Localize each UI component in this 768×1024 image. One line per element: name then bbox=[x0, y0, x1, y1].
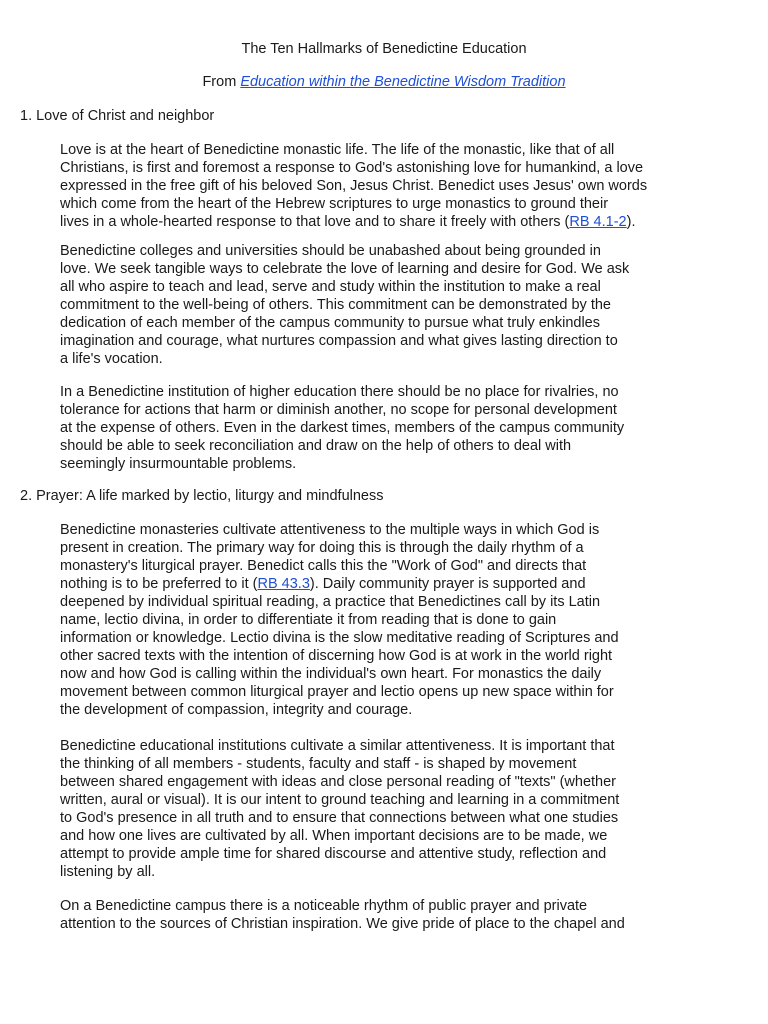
text-line: other sacred texts with the intention of discerning how God is at work in the world right bbox=[60, 648, 613, 664]
text-line: attempt to provide ample time for shared discourse and attentive study, reflection and bbox=[60, 846, 607, 862]
paragraph-1-2 bbox=[60, 242, 712, 368]
text-line: deepened by individual spiritual reading, a practice that Benedictines call by its Latin bbox=[60, 594, 601, 610]
rule-reference-link[interactable]: RB 4.1-2 bbox=[569, 214, 627, 230]
text-line: love. We seek tangible ways to celebrate the love of learning and desire for God. We ask bbox=[60, 261, 630, 277]
text-line: a life's vocation. bbox=[60, 351, 163, 367]
text-line: all who aspire to teach and lead, serve and study within the institution to make a real bbox=[60, 279, 601, 295]
text-line: attention to the sources of Christian inspiration. We give pride of place to the chapel and bbox=[60, 916, 625, 932]
section-heading-2: 2. Prayer: A life marked by lectio, liturgy and mindfulness bbox=[20, 488, 384, 504]
text-line: listening by all. bbox=[60, 864, 156, 880]
text-line bbox=[60, 575, 712, 593]
paragraph-2-3 bbox=[60, 897, 712, 933]
text-line: and how one lives are cultivated by all. When important decisions are to be made, we bbox=[60, 828, 608, 844]
text-line: the development of compassion, integrity and courage. bbox=[60, 702, 413, 718]
text-line: information or knowledge. Lectio divina is the slow meditative reading of Scriptures and bbox=[60, 630, 619, 646]
text-line: imagination and courage, what nurtures compassion and what gives lasting direction to bbox=[60, 333, 618, 349]
text-span: lives in a whole-hearted response to that love and to share it freely with others ( bbox=[60, 214, 570, 230]
text-line: now and how God is calling within the individual's own heart. For monastics the daily bbox=[60, 666, 602, 682]
text-span: ). Daily community prayer is supported and bbox=[309, 576, 586, 592]
text-line: Love is at the heart of Benedictine monastic life. The life of the monastic, like that of all bbox=[60, 142, 615, 158]
text-line: Benedictine monasteries cultivate attentiveness to the multiple ways in which God is bbox=[60, 522, 600, 538]
text-line: monastery's liturgical prayer. Benedict calls this the "Work of God" and directs that bbox=[60, 558, 587, 574]
section-heading-1: 1. Love of Christ and neighbor bbox=[20, 108, 215, 124]
text-span: ). bbox=[626, 214, 636, 230]
text-line: between shared engagement with ideas and close personal reading of "texts" (whether bbox=[60, 774, 616, 790]
text-line: the thinking of all members - students, faculty and staff - is shaped by movement bbox=[60, 756, 577, 772]
text-line: movement between common liturgical prayer and lectio opens up new space within for bbox=[60, 684, 614, 700]
text-line: which come from the heart of the Hebrew scriptures to urge monastics to ground their bbox=[60, 196, 609, 212]
text-line: Christians, is first and foremost a response to God's astonishing love for humankind, a love bbox=[60, 160, 644, 176]
text-span: nothing is to be preferred to it ( bbox=[60, 576, 258, 592]
document-title: The Ten Hallmarks of Benedictine Education bbox=[241, 41, 527, 57]
text-line: at the expense of others. Even in the darkest times, members of the campus community bbox=[60, 420, 625, 436]
text-line: written, aural or visual). It is our intent to ground teaching and learning in a commitment bbox=[60, 792, 620, 808]
text-line: present in creation. The primary way for doing this is through the daily rhythm of a bbox=[60, 540, 584, 556]
paragraph-1-1 bbox=[60, 141, 712, 231]
paragraph-2-2 bbox=[60, 737, 712, 881]
text-line bbox=[60, 213, 712, 231]
text-line: should be able to seek reconciliation and draw on the help of others to deal with bbox=[60, 438, 572, 454]
text-line: commitment to the well-being of others. This commitment can be demonstrated by the bbox=[60, 297, 611, 313]
text-line: seemingly insurmountable problems. bbox=[60, 456, 297, 472]
source-line bbox=[0, 73, 768, 91]
text-line: Benedictine colleges and universities should be unabashed about being grounded in bbox=[60, 243, 601, 259]
text-line: tolerance for actions that harm or diminish another, no scope for personal development bbox=[60, 402, 617, 418]
text-line: name, lectio divina, in order to differentiate it from reading that is done to gain bbox=[60, 612, 557, 628]
text-line: to God's presence in all truth and to ensure that connections between what one studies bbox=[60, 810, 619, 826]
rule-reference-link[interactable]: RB 43.3 bbox=[257, 576, 310, 592]
paragraph-2-1 bbox=[60, 521, 712, 719]
source-link[interactable]: Education within the Benedictine Wisdom Tradition bbox=[240, 74, 566, 90]
text-line: dedication of each member of the campus community to pursue what truly enkindles bbox=[60, 315, 600, 331]
source-prefix: From bbox=[202, 74, 241, 90]
text-line: Benedictine educational institutions cultivate a similar attentiveness. It is important that bbox=[60, 738, 615, 754]
paragraph-1-3 bbox=[60, 383, 712, 473]
text-line: In a Benedictine institution of higher education there should be no place for rivalries, no bbox=[60, 384, 619, 400]
text-line: expressed in the free gift of his beloved Son, Jesus Christ. Benedict uses Jesus' own words bbox=[60, 178, 648, 194]
text-line: On a Benedictine campus there is a noticeable rhythm of public prayer and private bbox=[60, 898, 588, 914]
